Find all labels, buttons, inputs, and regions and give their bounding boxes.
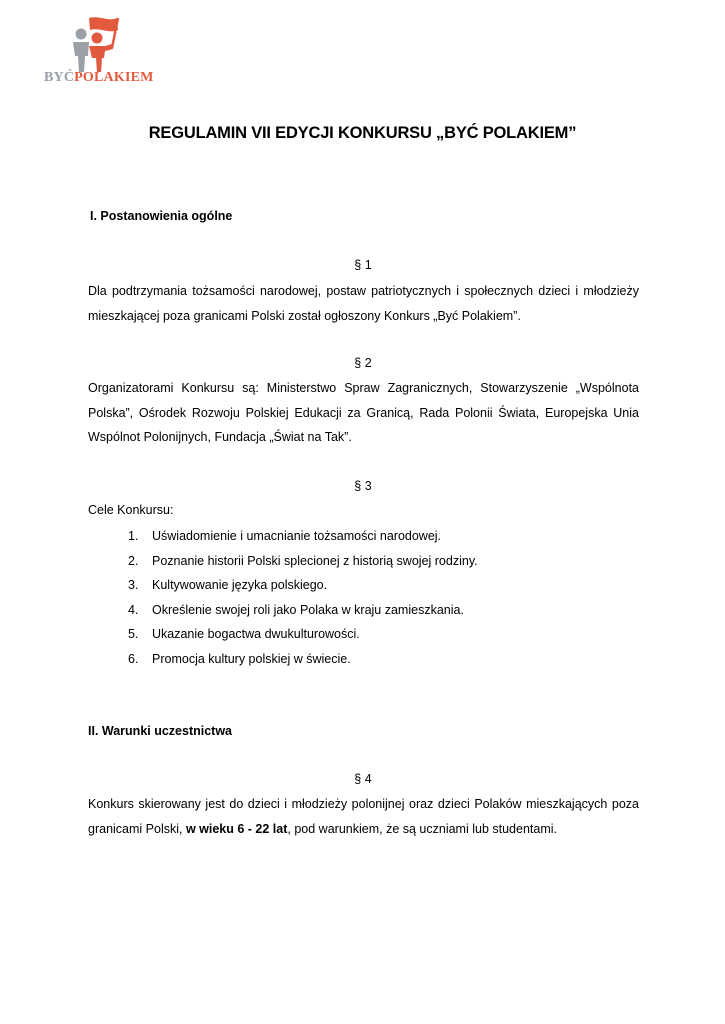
paragraph-number-4: § 4 — [354, 772, 372, 786]
paragraph-text-2: Organizatorami Konkursu są: Ministerstwo Spraw Zagranicznych, Stowarzyszenie „Wspólnota Polska”, Ośrodek Rozwoju Polskiej Edukacji za Granicą, Rada Polonii Świata, Europejska Unia Wspólnot Polonijnych, Fundacja „Świat na Tak”. — [88, 381, 639, 444]
paragraph-text-4: Konkurs skierowany jest do dzieci i młodzieży polonijnej oraz dzieci Polaków mieszkających poza granicami Polski, w wieku 6 - 22 lat, pod warunkiem, że są uczniami lub studentami. — [88, 797, 639, 836]
logo-figures-icon — [42, 14, 192, 74]
logo-wordmark: BYĆPOLAKIEM — [44, 70, 154, 85]
paragraph-text-1: Dla podtrzymania tożsamości narodowej, postaw patriotycznych i społecznych dzieci i młodzieży mieszkającej poza granicami Polski został ogłoszony Konkurs „Być Polakiem”. — [88, 284, 639, 323]
document-title: REGULAMIN VII EDYCJI KONKURSU „BYĆ POLAKIEM” — [148, 124, 577, 142]
list-item: 5. Ukazanie bogactwa dwukulturowości. — [128, 627, 360, 642]
goals-list — [128, 524, 478, 672]
paragraph-number-1: § 1 — [354, 258, 372, 272]
age-range: w wieku 6 - 22 lat — [185, 821, 288, 836]
list-item: 1. Uświadomienie i umacnianie tożsamości narodowej. — [128, 529, 442, 543]
section-heading-general: I. Postanowienia ogólne — [90, 209, 233, 223]
byc-polakiem-logo — [42, 14, 192, 94]
section-heading-participation: II. Warunki uczestnictwa — [88, 724, 233, 738]
paragraph-number-2: § 2 — [354, 356, 372, 370]
paragraph-number-3: § 3 — [354, 479, 372, 493]
list-item: 2. Poznanie historii Polski splecionej z historią swojej rodziny. — [128, 553, 478, 568]
list-item: 6. Promocja kultury polskiej w świecie. — [128, 651, 351, 666]
list-item: 3. Kultywowanie języka polskiego. — [128, 578, 328, 593]
list-item: 4. Określenie swojej roli jako Polaka w kraju zamieszkania. — [128, 602, 464, 617]
goals-intro: Cele Konkursu: — [88, 503, 174, 517]
